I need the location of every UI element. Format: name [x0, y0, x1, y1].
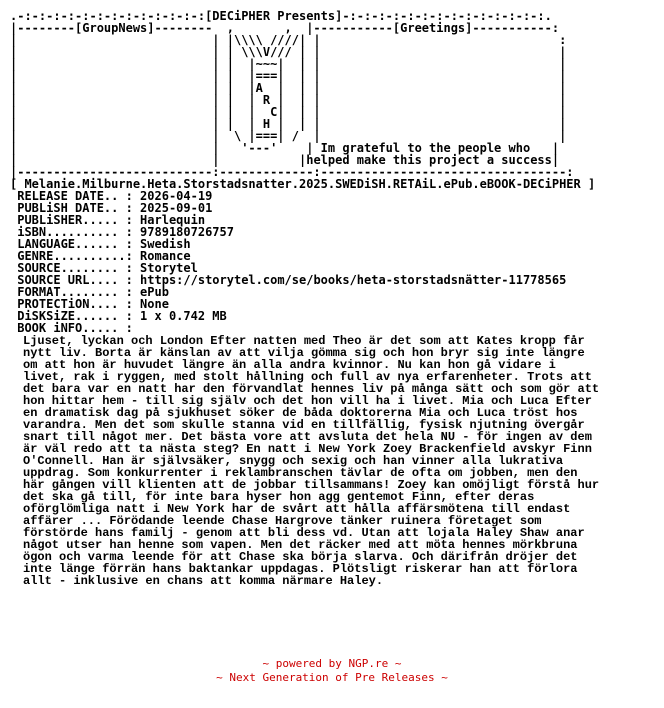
info-publisher-value: Harlequin	[132, 213, 206, 227]
info-book-info-key: BOOK iNFO..... :	[10, 321, 133, 335]
info-source-value: Storytel	[132, 261, 198, 275]
header-banner: .-:-:-:-:-:-:-:-:-:-:-:-:-:[DECiPHER Presents]-:-:-:-:-:-:-:-:-:-:-:-:-:-:.	[10, 9, 552, 23]
info-protection-key: PROTECTiON.... :	[10, 297, 133, 311]
greetings-line-1: Im grateful to the people who |	[313, 141, 560, 155]
info-language-key: LANGUAGE...... :	[10, 237, 133, 251]
info-source-url-value: https://storytel.com/se/books/heta-storstadsnätter-11778565	[132, 273, 567, 287]
info-source-url-key: SOURCE URL.... :	[10, 273, 133, 287]
greetings-line-2-prefix: | |	[10, 153, 227, 167]
ascii-art-panels: |--------[GroupNews]-------- , , |-----------[Greetings]-----------: | | |\\\\ ////| | : | | | \\\V/// | | | | | | |~~~| | | | | | | |===| | | | | | | |A | | | | | | | | R | | | | | | | | C| | | | | | | | H | | | | | | \ |===| / | | | | '---' |	[10, 21, 567, 155]
book-description: Ljuset, lyckan och London Efter natten med Theo är det som att Kates kropp får nytt liv. Borta är känslan av att vilja gömma sig och hon bryr sig inte längre om att hon är huvudet längre än alla andra kvinnor. Nu kan hon gå vidare i livet, rak i ryggen, med stolt hållning och full av nya erfarenheter. Trots att det bara var en natt har den förvandlat hennes liv på många sätt och som gör att hon hittar hem - till sig själv och det hon vill ha i livet. Mia och Luca Efter en dramatisk dag på sjukhuset söker de båda doktorerna Mia och Luca tröst hos varandra. Men det som skulle stanna vid en tillfällig, fysisk njutning övergår snart till något mer. Det bästa vore att avsluta det hela NU - för ingen av dem är väl redo att ta nästa steg? En natt i New York Zoey Brackenfield avskyr Finn O'Connell. Han är självsäker, snygg och sexig och han vinner alla lukrativa uppdrag. Som konkurrenter i reklambranschen tävlar de ofta om jobben, men den här gången vill klienten att de jobbar tillsammans! Zoey kan omöjligt förstå hur det ska gå till, för inte bara hyser hon agg gentemot Finn, efter deras oförglömliga natt i New York har de svårt att hålla affärsmötena till endast affärer ... Förödande leende Chase Hargrove tänker ruinera företaget som förstörde hans familj - genom att bli dess vd. Utan att lojala Haley Shaw anar något utser han henne som vapen. Men det räcker med att möta hennes mörkbruna ögon och varma leende för att Chase ska börja slarva. Och därifrån dröjer det inte länge förrän hans baktankar uppdagas. Plötsligt riskerar han att förlora allt - inklusive en chans att komma närmare Haley.	[23, 334, 600, 588]
info-protection-value: None	[132, 297, 169, 311]
greetings-line-2: |helped make this project a success|	[299, 153, 560, 167]
panel-separator: |---------------------------:-------------:----------------------------------:	[10, 165, 574, 179]
info-publish-date-key: PUBLiSH DATE.. :	[10, 201, 133, 215]
info-format-value: ePub	[132, 285, 169, 299]
info-disksize-value: 1 x 0.742 MB	[132, 309, 227, 323]
info-isbn-value: 9789180726757	[132, 225, 234, 239]
footer-tagline: ~ Next Generation of Pre Releases ~	[216, 671, 448, 684]
footer-powered-by: ~ powered by NGP.re ~	[262, 657, 402, 670]
info-publisher-key: PUBLiSHER..... :	[10, 213, 133, 227]
info-publish-date-value: 2025-09-01	[132, 201, 213, 215]
info-format-key: FORMAT........ :	[10, 285, 133, 299]
nfo-text-block	[10, 10, 595, 334]
info-source-key: SOURCE........ :	[10, 261, 133, 275]
info-disksize-key: DiSKSiZE...... :	[10, 309, 133, 323]
info-isbn-key: iSBN.......... :	[10, 225, 133, 239]
info-genre-value: Romance	[132, 249, 191, 263]
release-name: [ Melanie.Milburne.Heta.Storstadsnatter.2025.SWEDiSH.RETAiL.ePub.eBOOK-DECiPHER ]	[10, 177, 596, 191]
info-release-date-key: RELEASE DATE.. :	[10, 189, 133, 203]
info-release-date-value: 2026-04-19	[132, 189, 213, 203]
info-genre-key: GENRE..........:	[10, 249, 133, 263]
info-language-value: Swedish	[132, 237, 191, 251]
